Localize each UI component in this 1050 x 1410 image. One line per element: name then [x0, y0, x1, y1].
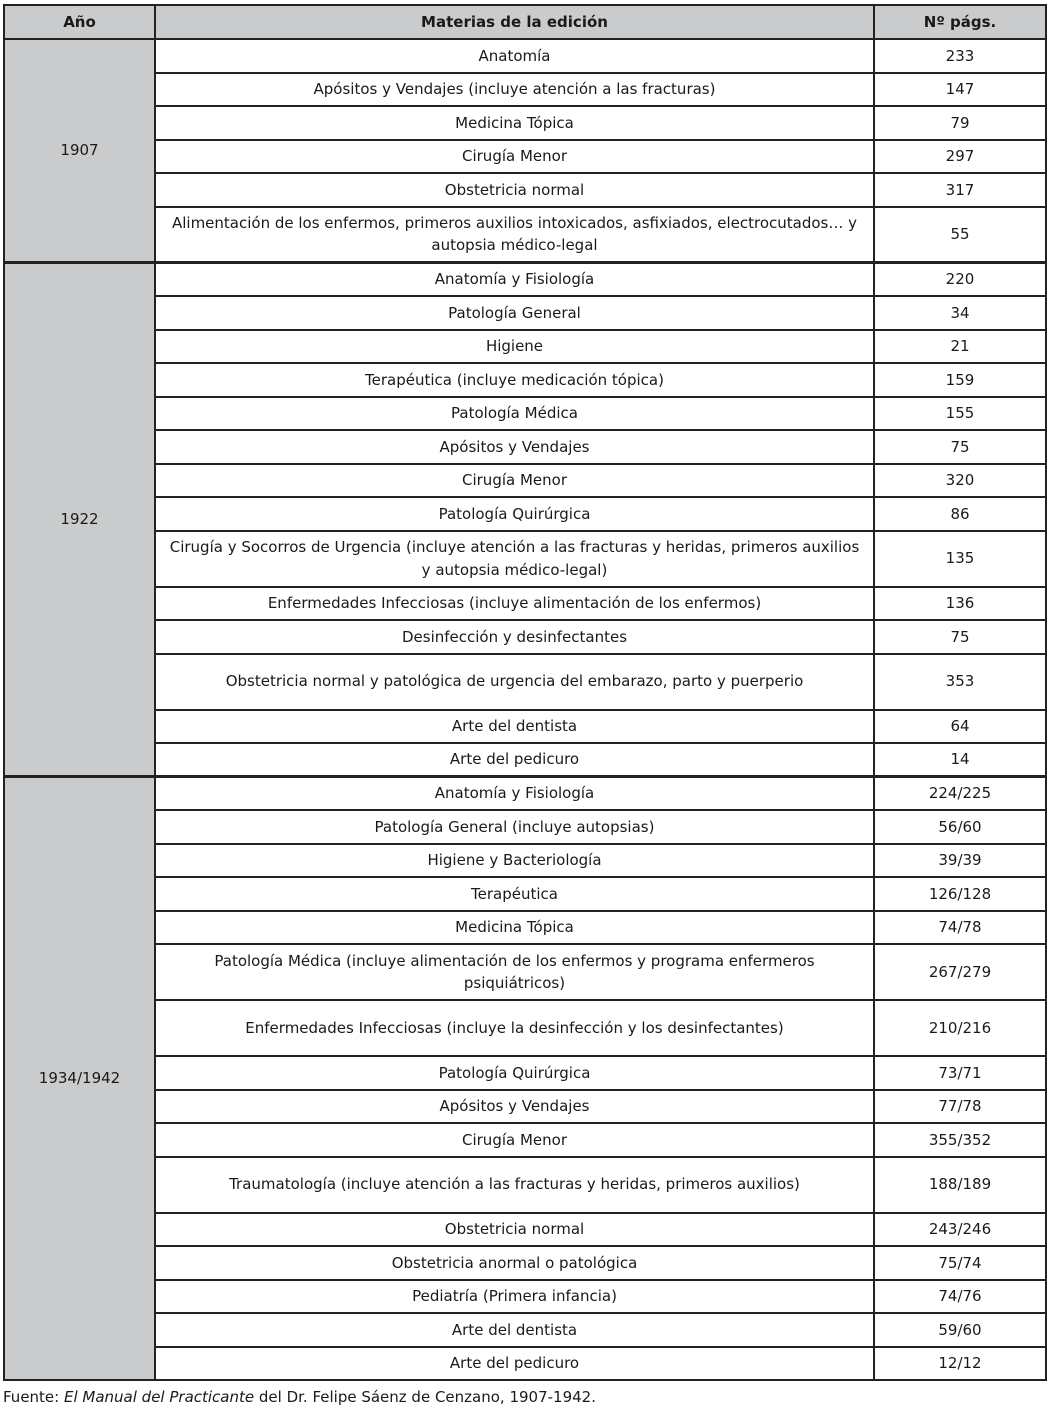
table-row: [4, 173, 1046, 207]
pages-cell: 64: [874, 710, 1046, 744]
table-row: [4, 654, 1046, 710]
subject-cell: Patología General: [155, 296, 874, 330]
header-year: Año: [4, 5, 155, 39]
subject-cell: Patología General (incluye autopsias): [155, 810, 874, 844]
caption-book-title: El Manual del Practicante: [63, 1388, 255, 1406]
table-row: [4, 1280, 1046, 1314]
pages-cell: 188/189: [874, 1157, 1046, 1213]
subject-cell: Anatomía y Fisiología: [155, 777, 874, 811]
table-row: [4, 497, 1046, 531]
pages-cell: 320: [874, 464, 1046, 498]
subject-cell: Patología Médica (incluye alimentación de los enfermos y programa enfermeros psiquiátricos): [155, 944, 874, 1000]
subject-cell: Arte del dentista: [155, 1313, 874, 1347]
table-row: [4, 1056, 1046, 1090]
table-row: [4, 397, 1046, 431]
subject-cell: Anatomía y Fisiología: [155, 263, 874, 297]
pages-cell: 224/225: [874, 777, 1046, 811]
table-row: [4, 1000, 1046, 1056]
table-row: [4, 1213, 1046, 1247]
subject-cell: Pediatría (Primera infancia): [155, 1280, 874, 1314]
subject-cell: Arte del pedicuro: [155, 1347, 874, 1381]
pages-cell: 74/78: [874, 911, 1046, 945]
pages-cell: 14: [874, 743, 1046, 777]
table-row: [4, 587, 1046, 621]
subject-cell: Anatomía: [155, 39, 874, 73]
subject-cell: Terapéutica (incluye medicación tópica): [155, 363, 874, 397]
pages-cell: 147: [874, 73, 1046, 107]
table-row: [4, 296, 1046, 330]
pages-cell: 77/78: [874, 1090, 1046, 1124]
table-header-row: [4, 5, 1046, 39]
table-row: [4, 1313, 1046, 1347]
subject-cell: Apósitos y Vendajes: [155, 430, 874, 464]
table-row: [4, 1090, 1046, 1124]
table-row: [4, 620, 1046, 654]
header-pages: Nº págs.: [874, 5, 1046, 39]
subject-cell: Traumatología (incluye atención a las fracturas y heridas, primeros auxilios): [155, 1157, 874, 1213]
subjects-table-wrapper: [3, 4, 1045, 1381]
pages-cell: 126/128: [874, 877, 1046, 911]
subject-cell: Patología Quirúrgica: [155, 497, 874, 531]
pages-cell: 55: [874, 207, 1046, 263]
subject-cell: Apósitos y Vendajes: [155, 1090, 874, 1124]
table-row: [4, 39, 1046, 73]
pages-cell: 297: [874, 140, 1046, 174]
pages-cell: 34: [874, 296, 1046, 330]
year-cell: 1922: [4, 263, 155, 777]
table-row: [4, 140, 1046, 174]
subject-cell: Obstetricia anormal o patológica: [155, 1246, 874, 1280]
table-row: [4, 710, 1046, 744]
table-row: [4, 743, 1046, 777]
pages-cell: 243/246: [874, 1213, 1046, 1247]
table-row: [4, 430, 1046, 464]
pages-cell: 79: [874, 106, 1046, 140]
subject-cell: Cirugía Menor: [155, 464, 874, 498]
subject-cell: Cirugía Menor: [155, 1123, 874, 1157]
pages-cell: 21: [874, 330, 1046, 364]
pages-cell: 75/74: [874, 1246, 1046, 1280]
subject-cell: Cirugía y Socorros de Urgencia (incluye atención a las fracturas y heridas, primeros auxilios y autopsia médico-legal): [155, 531, 874, 587]
table-row: [4, 810, 1046, 844]
pages-cell: 317: [874, 173, 1046, 207]
pages-cell: 267/279: [874, 944, 1046, 1000]
table-row: [4, 363, 1046, 397]
caption-suffix: del Dr. Felipe Sáenz de Cenzano, 1907-1942.: [254, 1388, 596, 1406]
subject-cell: Cirugía Menor: [155, 140, 874, 174]
table-row: [4, 911, 1046, 945]
pages-cell: 39/39: [874, 844, 1046, 878]
table-row: [4, 877, 1046, 911]
year-cell: 1907: [4, 39, 155, 263]
table-row: [4, 1157, 1046, 1213]
subject-cell: Higiene y Bacteriología: [155, 844, 874, 878]
subject-cell: Apósitos y Vendajes (incluye atención a las fracturas): [155, 73, 874, 107]
subject-cell: Arte del dentista: [155, 710, 874, 744]
pages-cell: 12/12: [874, 1347, 1046, 1381]
subjects-table: [3, 4, 1047, 1381]
table-row: [4, 1246, 1046, 1280]
year-cell: 1934/1942: [4, 777, 155, 1381]
pages-cell: 74/76: [874, 1280, 1046, 1314]
subject-cell: Terapéutica: [155, 877, 874, 911]
pages-cell: 355/352: [874, 1123, 1046, 1157]
pages-cell: 136: [874, 587, 1046, 621]
table-row: [4, 330, 1046, 364]
table-row: [4, 1347, 1046, 1381]
subject-cell: Patología Médica: [155, 397, 874, 431]
subject-cell: Obstetricia normal: [155, 1213, 874, 1247]
subject-cell: Alimentación de los enfermos, primeros auxilios intoxicados, asfixiados, electrocutados… y autopsia médico-legal: [155, 207, 874, 263]
header-subject: Materias de la edición: [155, 5, 874, 39]
pages-cell: 75: [874, 620, 1046, 654]
subject-cell: Obstetricia normal: [155, 173, 874, 207]
table-row: [4, 777, 1046, 811]
subject-cell: Enfermedades Infecciosas (incluye la desinfección y los desinfectantes): [155, 1000, 874, 1056]
subject-cell: Obstetricia normal y patológica de urgencia del embarazo, parto y puerperio: [155, 654, 874, 710]
pages-cell: 86: [874, 497, 1046, 531]
subject-cell: Patología Quirúrgica: [155, 1056, 874, 1090]
subject-cell: Arte del pedicuro: [155, 743, 874, 777]
table-body: [4, 39, 1046, 1380]
pages-cell: 75: [874, 430, 1046, 464]
table-row: [4, 464, 1046, 498]
subject-cell: Medicina Tópica: [155, 911, 874, 945]
table-row: [4, 263, 1046, 297]
pages-cell: 56/60: [874, 810, 1046, 844]
caption-prefix: Fuente:: [3, 1388, 64, 1406]
table-row: [4, 531, 1046, 587]
pages-cell: 233: [874, 39, 1046, 73]
subject-cell: Higiene: [155, 330, 874, 364]
source-caption: [3, 1386, 596, 1408]
table-row: [4, 1123, 1046, 1157]
table-row: [4, 844, 1046, 878]
pages-cell: 155: [874, 397, 1046, 431]
table-row: [4, 73, 1046, 107]
table-row: [4, 944, 1046, 1000]
pages-cell: 135: [874, 531, 1046, 587]
pages-cell: 210/216: [874, 1000, 1046, 1056]
pages-cell: 59/60: [874, 1313, 1046, 1347]
table-row: [4, 207, 1046, 263]
table-row: [4, 106, 1046, 140]
subject-cell: Enfermedades Infecciosas (incluye alimentación de los enfermos): [155, 587, 874, 621]
pages-cell: 220: [874, 263, 1046, 297]
subject-cell: Medicina Tópica: [155, 106, 874, 140]
pages-cell: 159: [874, 363, 1046, 397]
pages-cell: 73/71: [874, 1056, 1046, 1090]
subject-cell: Desinfección y desinfectantes: [155, 620, 874, 654]
pages-cell: 353: [874, 654, 1046, 710]
